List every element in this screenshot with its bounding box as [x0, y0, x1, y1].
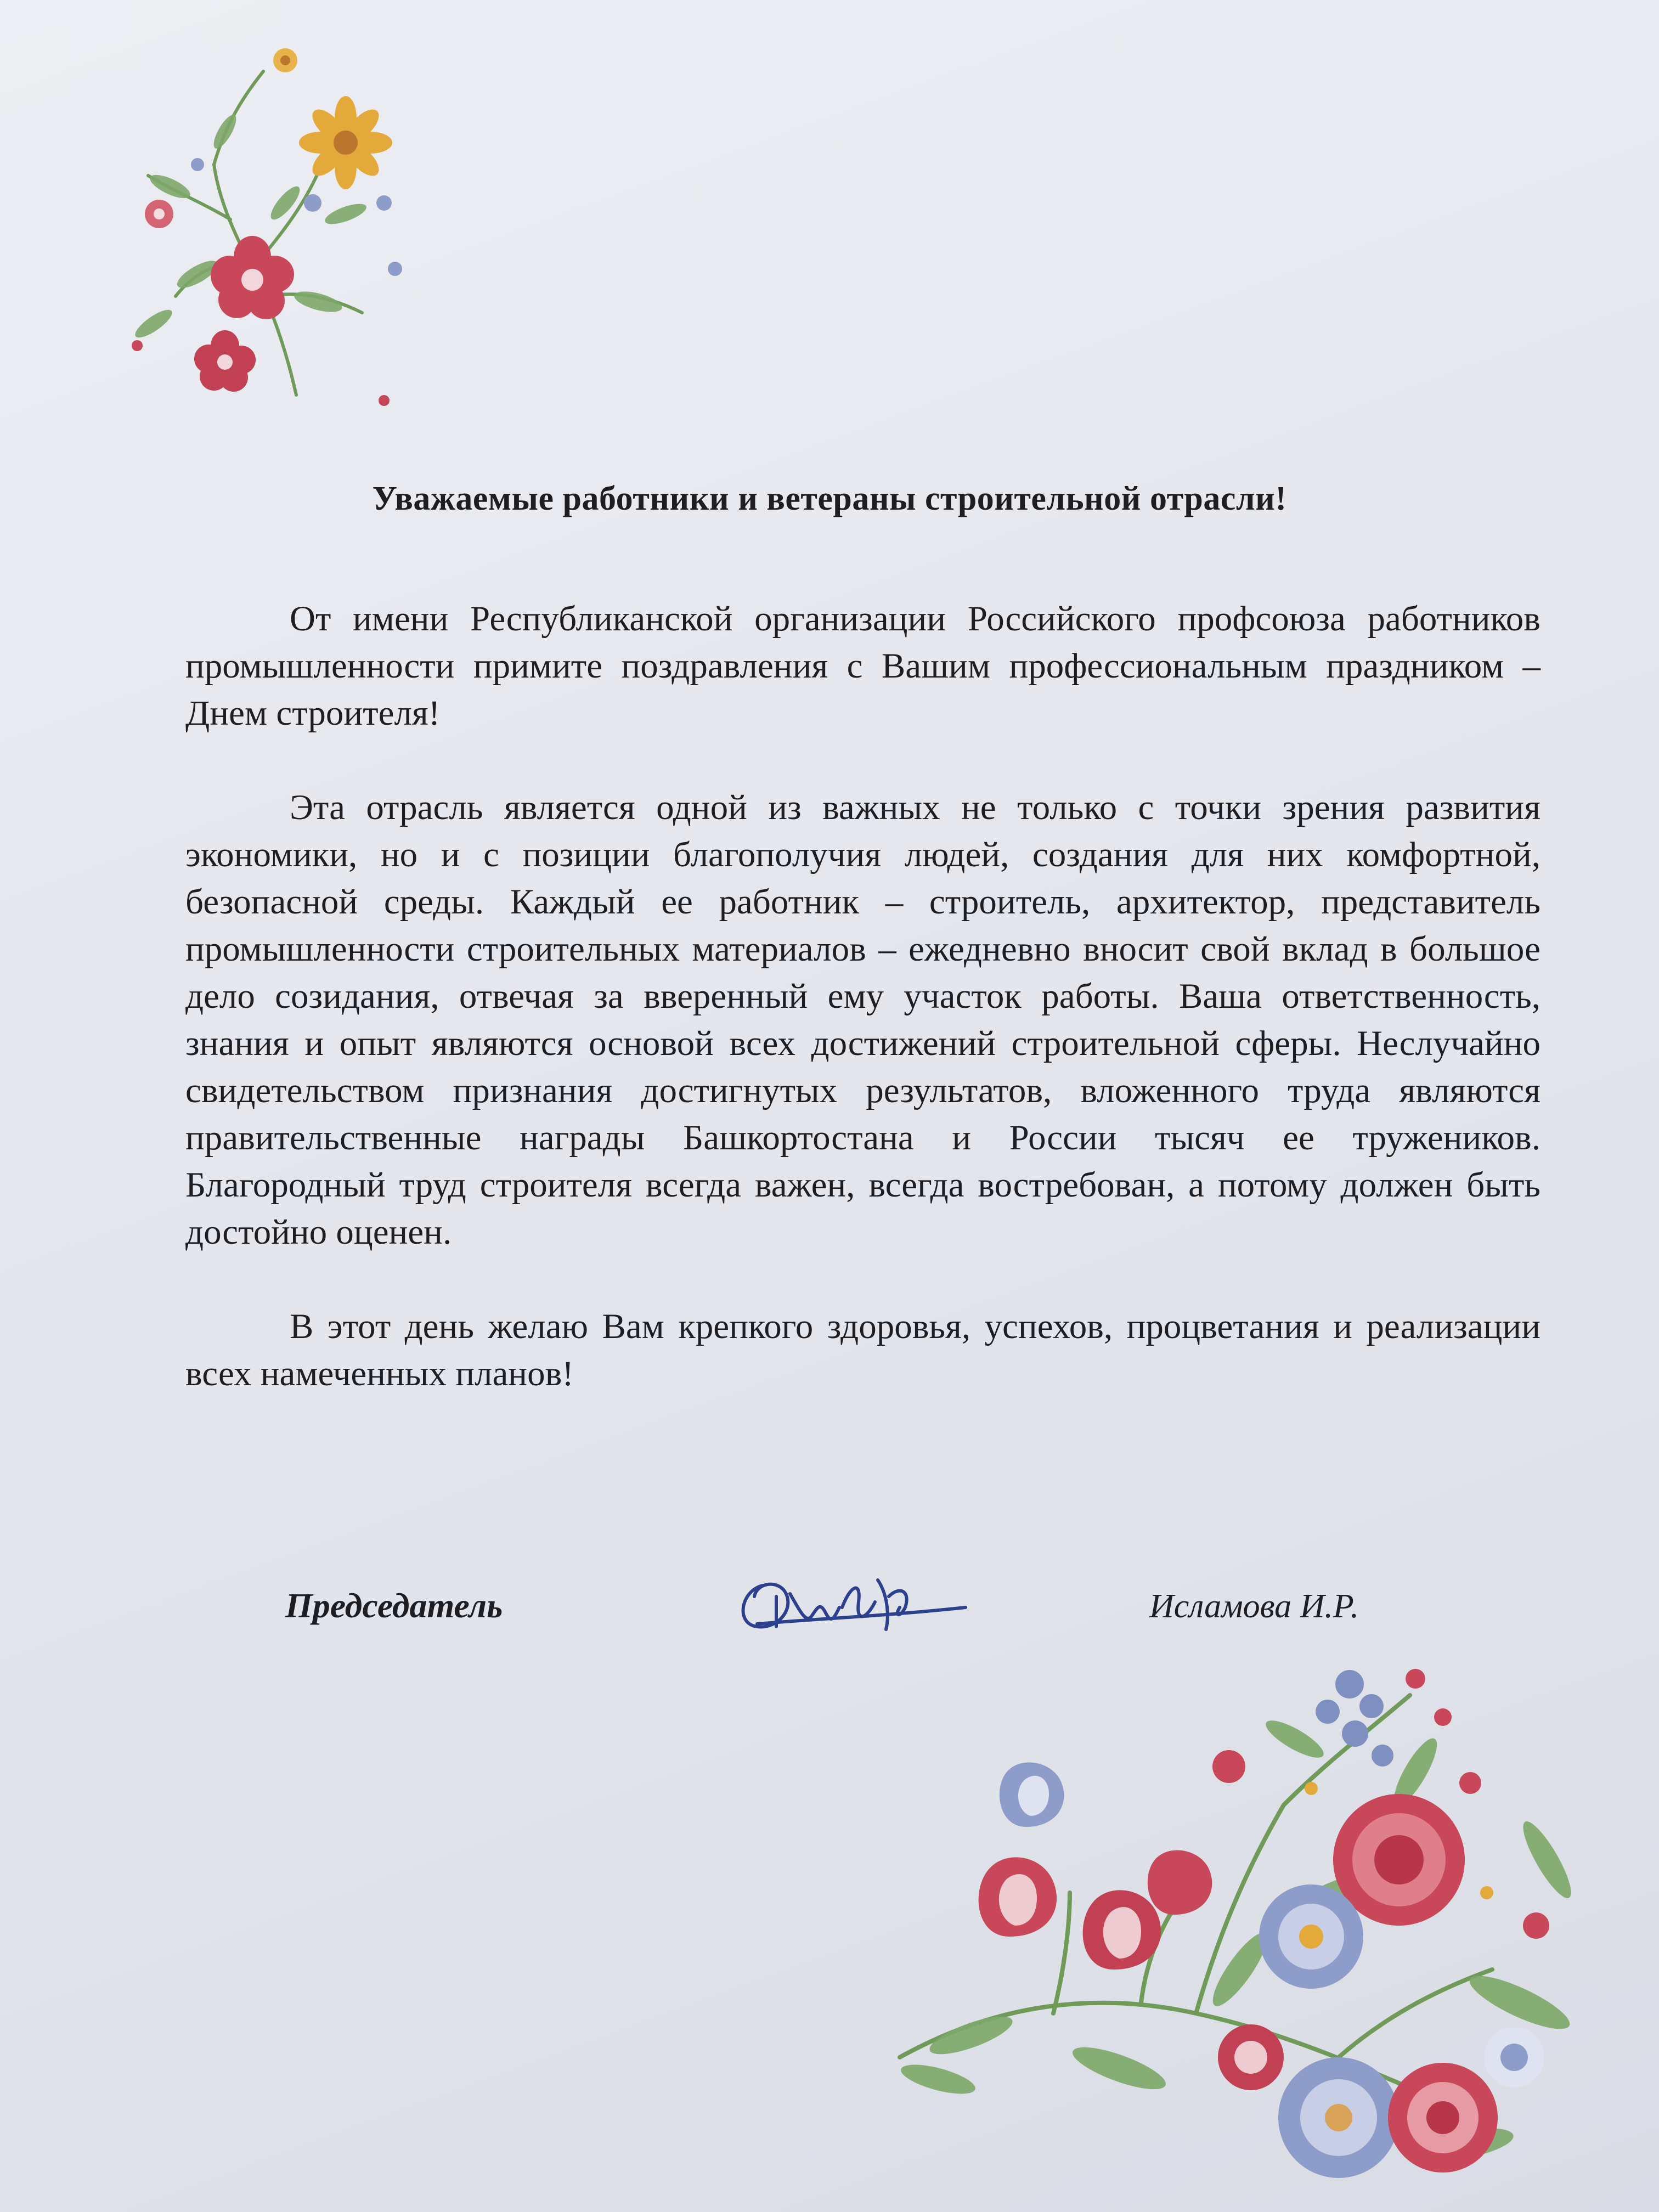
- handwritten-signature-icon: [724, 1564, 977, 1646]
- paragraph-main: Эта отрасль является одной из важных не только с точки зрения развития экономики, но и с позиции благополучия людей, создания для них комфортной, безопасной среды. Каждый ее работник – строитель, архитектор, представитель промышленности строительных материалов – ежедневно вносит свой вклад в большое дело созидания, отвечая за вверенный ему участок работы. Ваша ответственность, знания и опыт являются основой всех достижений строительной сферы. Неслучайно свидетельством признания достигнутых результатов, вложенного труда являются правительственные награды Башкортостана и России тысяч ее тружеников. Благородный труд строителя всегда важен, всегда востребован, а потому должен быть достойно оценен.: [185, 788, 1541, 1252]
- letter-heading: Уважаемые работники и ветераны строительной отрасли!: [372, 479, 1287, 517]
- signatory-name: Исламова И.Р.: [1149, 1588, 1359, 1625]
- letter-body: [185, 595, 1541, 1444]
- paragraph-wishes: В этот день желаю Вам крепкого здоровья, успехов, процветания и реализации всех намеченных планов!: [185, 1307, 1541, 1393]
- signatory-role: Председатель: [285, 1586, 503, 1625]
- floral-ornament-top-icon: [88, 38, 428, 411]
- floral-ornament-bottom-icon: [889, 1662, 1602, 2212]
- paragraph-greeting: От имени Республиканской организации Российского профсоюза работников промышленности примите поздравления с Вашим профессиональным праздником – Днем строителя!: [185, 599, 1541, 733]
